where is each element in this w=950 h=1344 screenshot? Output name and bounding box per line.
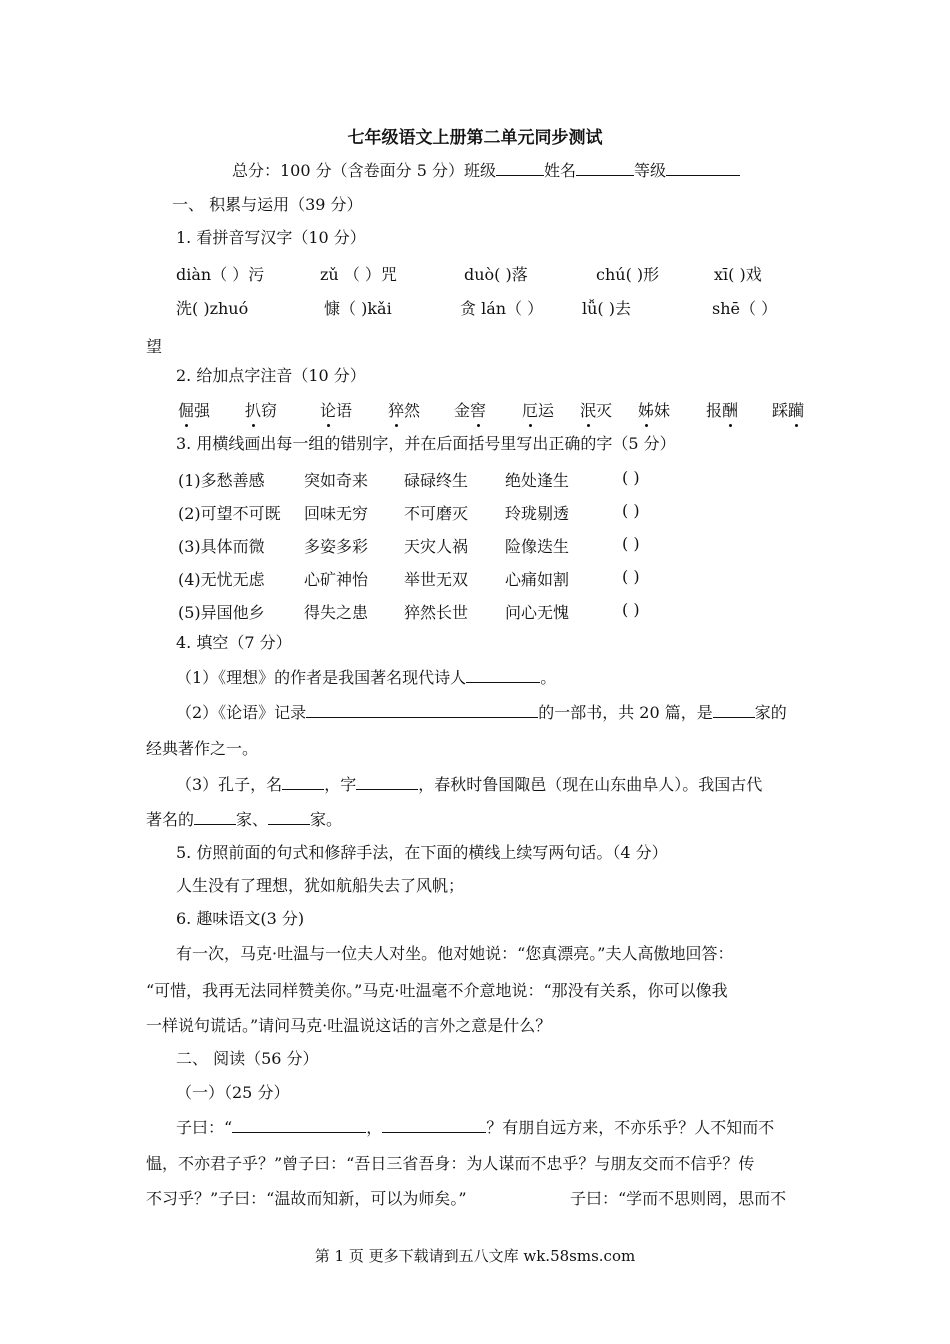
answer-parens: ( ) — [622, 501, 640, 520]
typo-cell: 得失之患 — [304, 603, 369, 622]
pinyin-item: chú( )形 — [596, 265, 660, 284]
reading-1-heading: （一）（25 分） — [176, 1083, 290, 1102]
annotate-word: 猝然 — [388, 398, 420, 421]
fill-blank — [268, 809, 310, 825]
fill-line-3b: 著名的 家、 家。 — [146, 810, 343, 829]
pinyin-item: 慷（ )kǎi — [324, 299, 392, 318]
fill-blank — [306, 702, 538, 718]
typo-cell: 回味无穷 — [304, 504, 369, 523]
typo-cell: 举世无双 — [404, 570, 469, 589]
answer-parens: ( ) — [622, 567, 640, 586]
name-blank — [576, 160, 634, 176]
typo-cell: 不可磨灭 — [404, 504, 469, 523]
page-footer: 第 1 页 更多下载请到五八文库 wk.58sms.com — [314, 1247, 636, 1265]
typo-cell: 碌碌终生 — [404, 471, 469, 490]
typo-cell: 险像迭生 — [505, 537, 570, 556]
fill-blank — [382, 1117, 486, 1133]
question-2-heading: 2. 给加点字注音（10 分） — [176, 366, 366, 385]
grade-label: 等级 — [634, 161, 667, 180]
answer-parens: ( ) — [622, 534, 640, 553]
pinyin-item: shē（ ） — [712, 299, 778, 318]
reading-line-3a: 不习乎？”子曰：“温故而知新，可以为师矣。” — [146, 1189, 467, 1208]
pinyin-item: xī( )戏 — [714, 265, 762, 284]
name-label: 姓名 — [543, 161, 576, 180]
pinyin-item: 贪 lán（ ） — [460, 299, 544, 318]
question-6-text: 有一次，马克·吐温与一位夫人对坐。他对她说：“您真漂亮。”夫人高傲地回答： — [176, 944, 734, 963]
typo-cell: (2)可望不可既 — [178, 504, 281, 523]
pinyin-item: lǚ( )去 — [582, 299, 631, 318]
annotate-word: 扒窃 — [245, 398, 277, 421]
question-6-text: 一样说句谎话。”请问马克·吐温说这话的言外之意是什么？ — [146, 1016, 552, 1035]
pinyin-item: zǔ （ ）咒 — [320, 265, 397, 284]
reading-line-1: 子曰：“ ， ？有朋自远方来，不亦乐乎？人不知而不 — [176, 1118, 775, 1137]
typo-cell: 玲珑剔透 — [505, 504, 570, 523]
fill-blank — [466, 667, 540, 683]
annotate-word: 泯灭 — [580, 398, 612, 421]
annotate-word: 厄运 — [522, 398, 554, 421]
typo-cell: (5)异国他乡 — [178, 603, 265, 622]
fill-blank — [194, 809, 236, 825]
pinyin-item: diàn（ ）污 — [176, 265, 265, 284]
fill-blank — [282, 774, 324, 790]
annotate-word: 报酬 — [706, 398, 738, 421]
fill-blank — [232, 1117, 366, 1133]
reading-line-2: 愠，不亦君子乎？”曾子曰：“吾日三省吾身：为人谋而不忠乎？与朋友交而不信乎？传 — [146, 1154, 755, 1173]
fill-line-2b: 经典著作之一。 — [146, 739, 259, 758]
annotate-word: 踩躏 — [772, 398, 804, 421]
typo-cell: 问心无愧 — [505, 603, 570, 622]
question-6-text: “可惜，我再无法同样赞美你。”马克·吐温毫不介意地说：“那没有关系，你可以像我 — [146, 981, 728, 1000]
reading-line-3b: 子曰：“学而不思则罔，思而不 — [570, 1189, 787, 1208]
question-3-heading: 3. 用横线画出每一组的错别字，并在后面括号里写出正确的字（5 分） — [176, 434, 676, 453]
question-5-heading: 5. 仿照前面的句式和修辞手法，在下面的横线上续写两句话。（4 分） — [176, 843, 668, 862]
question-1-heading: 1. 看拼音写汉字（10 分） — [176, 228, 366, 247]
score-total: 总分：100 分（含卷面分 5 分）班级 — [232, 161, 496, 180]
fill-line-3: （3）孔子，名 ，字 ，春秋时鲁国陬邑（现在山东曲阜人）。我国古代 — [176, 775, 763, 794]
fill-blank — [356, 774, 418, 790]
typo-cell: 心矿神怡 — [304, 570, 369, 589]
annotate-word: 金窖 — [454, 398, 486, 421]
fill-line-2: （2）《论语》记录 的一部书，共 20 篇，是 家的 — [176, 703, 787, 722]
typo-cell: 猝然长世 — [404, 603, 469, 622]
answer-parens: ( ) — [622, 468, 640, 487]
pinyin-item: 洗( )zhuó — [176, 299, 249, 318]
section-heading-2: 二、 阅读（56 分） — [176, 1049, 319, 1068]
question-5-example: 人生没有了理想，犹如航船失去了风帆； — [176, 876, 465, 895]
typo-cell: (1)多愁善感 — [178, 471, 265, 490]
typo-cell: 心痛如割 — [505, 570, 570, 589]
question-4-heading: 4. 填空（7 分） — [176, 633, 292, 652]
pinyin-item: duò( )落 — [464, 265, 528, 284]
fill-blank — [713, 702, 755, 718]
annotate-word: 倔强 — [178, 398, 210, 421]
grade-blank — [666, 160, 740, 176]
typo-cell: (3)具体而微 — [178, 537, 265, 556]
pinyin-tail: 望 — [146, 337, 163, 356]
annotate-word: 姊妹 — [638, 398, 670, 421]
typo-cell: 天灾人祸 — [404, 537, 469, 556]
fill-line-1: （1）《理想》的作者是我国著名现代诗人 。 — [176, 668, 557, 687]
annotate-word: 论语 — [320, 398, 352, 421]
question-6-heading: 6. 趣味语文(3 分) — [176, 909, 305, 928]
page-title: 七年级语文上册第二单元同步测试 — [347, 128, 603, 148]
class-blank — [496, 160, 544, 176]
score-line — [232, 160, 740, 181]
typo-cell: 突如奇来 — [304, 471, 369, 490]
typo-cell: 绝处逢生 — [505, 471, 570, 490]
answer-parens: ( ) — [622, 600, 640, 619]
section-heading-1: 一、 积累与运用（39 分） — [172, 195, 363, 214]
typo-cell: 多姿多彩 — [304, 537, 369, 556]
typo-cell: (4)无忧无虑 — [178, 570, 265, 589]
